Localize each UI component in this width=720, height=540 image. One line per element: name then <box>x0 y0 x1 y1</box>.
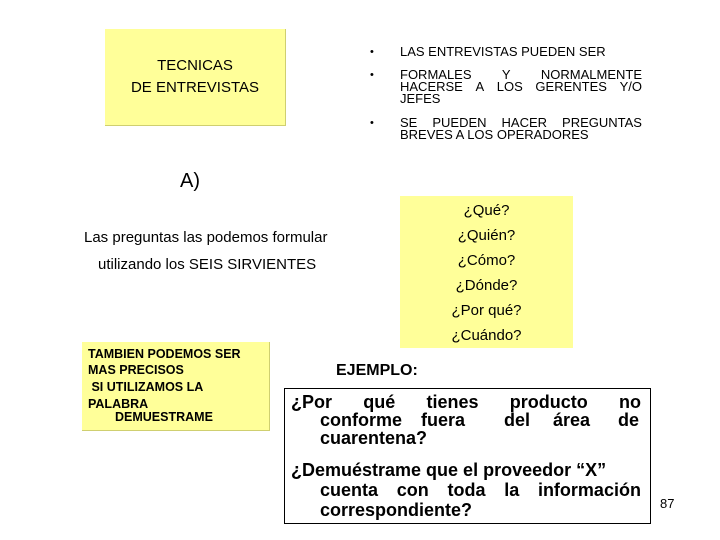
word: fuera <box>421 410 466 430</box>
question-donde: ¿Dónde? <box>455 277 518 294</box>
title-line-2: DE ENTREVISTAS <box>130 79 260 96</box>
bullet-item-2 <box>370 69 642 109</box>
intro-line-2: utilizando los SEIS SIRVIENTES <box>98 256 317 273</box>
bullet-line: JEFES <box>400 91 441 106</box>
bullet-word: HACERSE <box>400 79 463 94</box>
word: información <box>537 480 641 500</box>
word: cuenta <box>320 480 379 500</box>
example-q1-line-1 <box>291 393 641 411</box>
word: con <box>396 480 429 500</box>
bullet-word: GERENTES <box>535 79 607 94</box>
page-number: 87 <box>660 496 675 511</box>
word: área <box>553 410 591 430</box>
example-box <box>284 388 651 524</box>
bullet-word: HACER <box>501 115 548 130</box>
example-q2-line-3: correspondiente? <box>320 500 473 520</box>
bullet-item-1 <box>370 46 642 60</box>
question-que: ¿Qué? <box>463 202 510 219</box>
bullet-word: Y <box>501 67 511 82</box>
word: la <box>504 480 520 500</box>
word: de <box>618 410 640 430</box>
note-line-1: TAMBIEN PODEMOS SER <box>88 347 241 361</box>
bullet-marker: • <box>370 69 374 81</box>
bullet-word: FORMALES <box>400 67 472 82</box>
word: conforme <box>320 410 403 430</box>
note-box <box>82 342 270 431</box>
bullet-marker: • <box>370 46 374 58</box>
example-q1-line-3: cuarentena? <box>320 428 428 448</box>
bullet-line: BREVES A LOS OPERADORES <box>400 127 589 142</box>
bullet-word: PUEDEN <box>432 115 487 130</box>
questions-box <box>400 196 573 348</box>
question-cuando: ¿Cuándo? <box>451 327 522 344</box>
word: toda <box>447 480 486 500</box>
word: no <box>619 392 641 412</box>
word: qué <box>363 392 396 412</box>
bullet-word: LOS <box>496 79 523 94</box>
question-porque: ¿Por qué? <box>451 302 522 319</box>
word: del <box>504 410 531 430</box>
note-line-2: MAS PRECISOS <box>88 363 184 377</box>
word: ¿Por <box>291 392 333 412</box>
bullet-word: A <box>475 79 485 94</box>
bullet-text: LAS ENTREVISTAS PUEDEN SER <box>400 44 606 59</box>
word: producto <box>509 392 588 412</box>
section-label: A) <box>180 170 200 192</box>
note-line-4: PALABRA <box>88 397 149 411</box>
bullet-word: NORMALMENTE <box>540 67 642 82</box>
example-q2-line-2 <box>320 481 641 499</box>
question-como: ¿Cómo? <box>457 252 516 269</box>
note-line-3: SI UTILIZAMOS LA <box>88 380 204 394</box>
word: tienes <box>426 392 479 412</box>
bullet-item-3 <box>370 117 642 145</box>
bullet-word: SE <box>400 115 418 130</box>
title-line-1: TECNICAS <box>157 57 233 74</box>
bullet-word: Y/O <box>619 79 642 94</box>
bullet-marker: • <box>370 117 374 129</box>
note-line-5: DEMUESTRAME <box>115 410 213 424</box>
question-quien: ¿Quién? <box>457 227 516 244</box>
intro-line-1: Las preguntas las podemos formular <box>84 229 328 246</box>
example-label: EJEMPLO: <box>336 362 418 379</box>
example-q2-line-1: ¿Demuéstrame que el proveedor “X” <box>291 460 607 480</box>
bullet-word: PREGUNTAS <box>562 115 642 130</box>
title-box <box>105 29 286 126</box>
